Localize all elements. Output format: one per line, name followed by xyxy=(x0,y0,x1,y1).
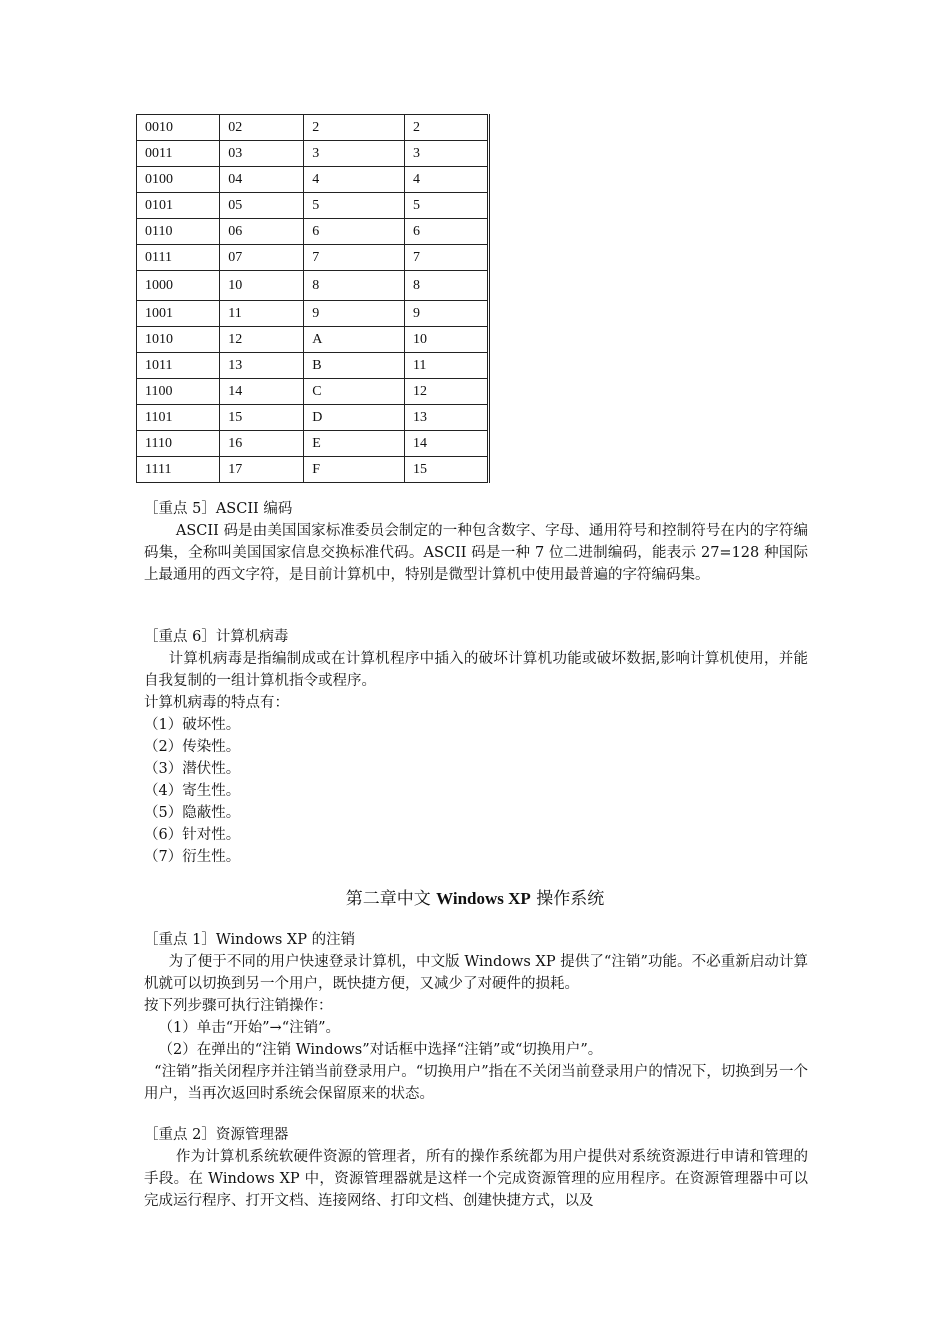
decimal-cell: 3 xyxy=(404,141,488,167)
hex-cell: 4 xyxy=(304,167,405,193)
hex-cell: C xyxy=(304,379,405,405)
binary-cell: 1011 xyxy=(137,353,220,379)
table-row xyxy=(137,431,489,457)
octal-cell: 14 xyxy=(220,379,304,405)
table-row xyxy=(137,245,489,271)
binary-cell: 1111 xyxy=(137,457,220,483)
hex-cell: F xyxy=(304,457,405,483)
table-row xyxy=(137,271,489,301)
explorer-heading: ［重点 2］资源管理器 xyxy=(144,1127,289,1143)
octal-cell: 11 xyxy=(220,301,304,327)
virus-paragraph: 计算机病毒是指编制成或在计算机程序中插入的破坏计算机功能或破坏数据,影响计算机使用，并能自我复制的一组计算机指令或程序。 xyxy=(144,651,808,689)
decimal-cell: 15 xyxy=(404,457,488,483)
virus-feature-item: （4）寄生性。 xyxy=(144,783,241,799)
octal-cell: 17 xyxy=(220,457,304,483)
hex-cell: 3 xyxy=(304,141,405,167)
decimal-cell: 6 xyxy=(404,219,488,245)
binary-cell: 0011 xyxy=(137,141,220,167)
logout-step-1: （1）单击“开始”→“注销”。 xyxy=(158,1020,341,1036)
octal-cell: 16 xyxy=(220,431,304,457)
table-row xyxy=(137,115,489,141)
table-row xyxy=(137,405,489,431)
decimal-cell: 14 xyxy=(404,431,488,457)
ascii-paragraph: ASCII 码是由美国国家标准委员会制定的一种包含数字、字母、通用符号和控制符号在内的字符编码集，全称叫美国国家信息交换标准代码。ASCII 码是一种 7 位二进制编码，能表示 27=128 种国际上最通用的西文字符，是目前计算机中，特别是微型计算机中使用最普遍的字符编码集。 xyxy=(144,523,808,583)
virus-features-label: 计算机病毒的特点有： xyxy=(144,695,289,711)
hex-cell: 2 xyxy=(304,115,405,141)
table-row xyxy=(137,167,489,193)
binary-cell: 0110 xyxy=(137,219,220,245)
virus-feature-item: （3）潜伏性。 xyxy=(144,761,241,777)
logout-section xyxy=(144,929,808,1105)
table-row xyxy=(137,141,489,167)
code-table xyxy=(136,114,490,483)
logout-heading: ［重点 1］Windows XP 的注销 xyxy=(144,932,356,948)
decimal-cell: 5 xyxy=(404,193,488,219)
binary-cell: 1010 xyxy=(137,327,220,353)
decimal-cell: 10 xyxy=(404,327,488,353)
decimal-cell: 7 xyxy=(404,245,488,271)
octal-cell: 05 xyxy=(220,193,304,219)
table-row xyxy=(137,379,489,405)
table-row xyxy=(137,219,489,245)
binary-cell: 0010 xyxy=(137,115,220,141)
chapter-title-prefix: 第二章中文 xyxy=(345,889,437,909)
octal-cell: 10 xyxy=(220,271,304,301)
virus-feature-item: （5）隐蔽性。 xyxy=(144,805,241,821)
virus-feature-item: （2）传染性。 xyxy=(144,739,241,755)
logout-paragraph: 为了便于不同的用户快速登录计算机，中文版 Windows XP 提供了“注销”功能。不必重新启动计算机就可以切换到另一个用户，既快捷方便，又减少了对硬件的损耗。 xyxy=(144,954,808,992)
hex-cell: E xyxy=(304,431,405,457)
virus-feature-item: （1）破坏性。 xyxy=(144,717,241,733)
chapter-title xyxy=(0,884,950,909)
hex-cell: B xyxy=(304,353,405,379)
binary-cell: 0111 xyxy=(137,245,220,271)
logout-note: “注销”指关闭程序并注销当前登录用户。“切换用户”指在不关闭当前登录用户的情况下，切换到另一个用户，当再次返回时系统会保留原来的状态。 xyxy=(144,1064,808,1102)
hex-cell: 5 xyxy=(304,193,405,219)
octal-cell: 12 xyxy=(220,327,304,353)
table-row xyxy=(137,193,489,219)
binary-cell: 0101 xyxy=(137,193,220,219)
hex-cell: 7 xyxy=(304,245,405,271)
hex-cell: D xyxy=(304,405,405,431)
virus-section xyxy=(144,626,808,868)
virus-feature-item: （7）衍生性。 xyxy=(144,849,241,865)
explorer-paragraph: 作为计算机系统软硬件资源的管理者，所有的操作系统都为用户提供对系统资源进行申请和管理的手段。在 Windows XP 中，资源管理器就是这样一个完成资源管理的应用程序。在资源管理器中可以完成运行程序、打开文档、连接网络、打印文档、创建快捷方式，以及 xyxy=(144,1149,808,1209)
decimal-cell: 4 xyxy=(404,167,488,193)
table-row xyxy=(137,457,489,483)
binary-cell: 1100 xyxy=(137,379,220,405)
explorer-section xyxy=(144,1124,808,1212)
hex-cell: 8 xyxy=(304,271,405,301)
octal-cell: 07 xyxy=(220,245,304,271)
binary-cell: 1110 xyxy=(137,431,220,457)
binary-cell: 1000 xyxy=(137,271,220,301)
logout-step-2: （2）在弹出的“注销 Windows”对话框中选择“注销”或“切换用户”。 xyxy=(158,1042,603,1058)
hex-cell: 9 xyxy=(304,301,405,327)
table-row xyxy=(137,353,489,379)
table-row xyxy=(137,327,489,353)
virus-heading: ［重点 6］计算机病毒 xyxy=(144,629,289,645)
decimal-cell: 2 xyxy=(404,115,488,141)
binary-cell: 0100 xyxy=(137,167,220,193)
binary-cell: 1101 xyxy=(137,405,220,431)
logout-steps-label: 按下列步骤可执行注销操作： xyxy=(144,998,333,1014)
octal-cell: 13 xyxy=(220,353,304,379)
decimal-cell: 8 xyxy=(404,271,488,301)
decimal-cell: 12 xyxy=(404,379,488,405)
table-row xyxy=(137,301,489,327)
virus-feature-item: （6）针对性。 xyxy=(144,827,241,843)
binary-cell: 1001 xyxy=(137,301,220,327)
chapter-title-bold: Windows XP xyxy=(436,889,531,908)
decimal-cell: 13 xyxy=(404,405,488,431)
octal-cell: 06 xyxy=(220,219,304,245)
hex-cell: A xyxy=(304,327,405,353)
chapter-title-suffix: 操作系统 xyxy=(530,889,605,909)
decimal-cell: 9 xyxy=(404,301,488,327)
octal-cell: 04 xyxy=(220,167,304,193)
octal-cell: 03 xyxy=(220,141,304,167)
decimal-cell: 11 xyxy=(404,353,488,379)
octal-cell: 02 xyxy=(220,115,304,141)
hex-cell: 6 xyxy=(304,219,405,245)
code-table-body xyxy=(137,115,489,483)
octal-cell: 15 xyxy=(220,405,304,431)
ascii-heading: ［重点 5］ASCII 编码 xyxy=(144,501,293,517)
ascii-section xyxy=(144,498,808,586)
